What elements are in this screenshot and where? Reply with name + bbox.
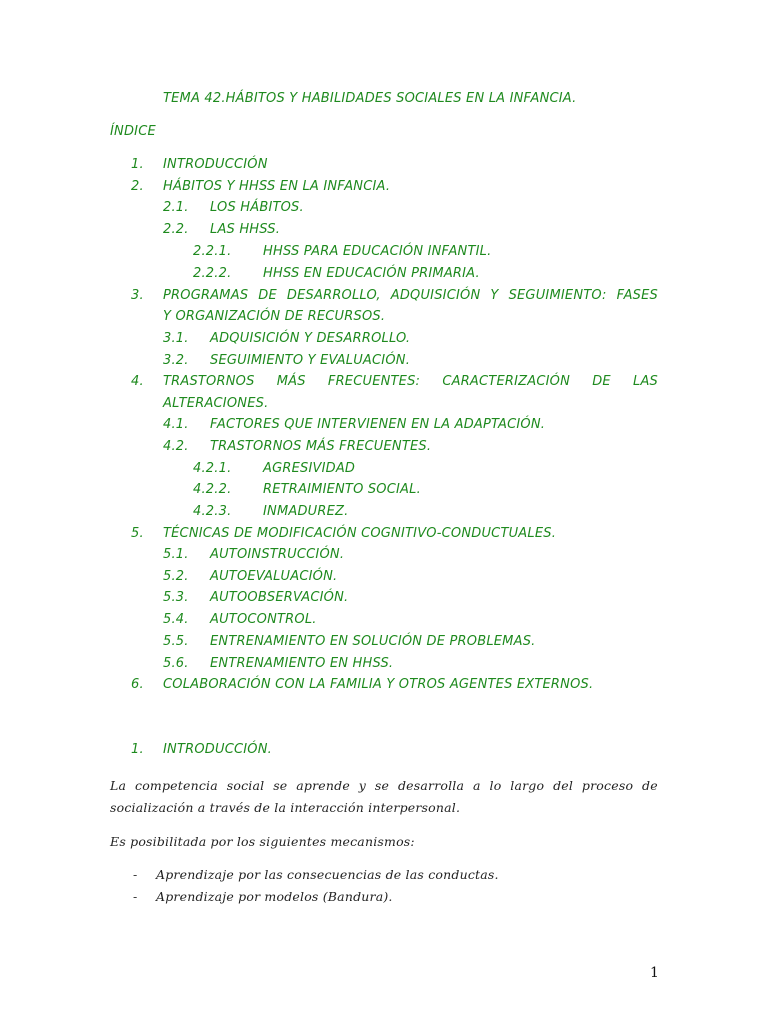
- list-item-text: Aprendizaje por modelos (Bandura).: [156, 889, 393, 904]
- paragraph-word: del: [553, 778, 574, 793]
- toc-word: FASES: [616, 288, 658, 303]
- bullet-marker: -: [133, 889, 138, 904]
- toc-text: LAS HHSS.: [210, 222, 281, 237]
- toc-text: AUTOEVALUACIÓN.: [210, 569, 338, 584]
- toc-text: LOS HÁBITOS.: [210, 200, 304, 215]
- paragraph-word: lo: [489, 778, 502, 793]
- toc-text: ENTRENAMIENTO EN HHSS.: [210, 656, 394, 671]
- toc-number: 2.: [131, 179, 144, 194]
- toc-number: 4.2.2.: [193, 482, 232, 497]
- paragraph: Es posibilitada por los siguientes mecanismos:: [110, 834, 415, 849]
- toc-number: 5.6.: [163, 656, 189, 671]
- section-number: 1.: [131, 742, 144, 757]
- index-heading: ÍNDICE: [110, 124, 156, 139]
- toc-text: COLABORACIÓN CON LA FAMILIA Y OTROS AGENTES EXTERNOS.: [163, 677, 594, 692]
- page-number: 1: [650, 965, 659, 981]
- paragraph-word: proceso: [581, 778, 634, 793]
- toc-number: 3.1.: [163, 331, 189, 346]
- toc-word: LAS: [633, 374, 658, 389]
- toc-word: SEGUIMIENTO:: [508, 288, 607, 303]
- paragraph-word: social: [226, 778, 265, 793]
- toc-number: 2.1.: [163, 200, 189, 215]
- toc-number: 4.2.3.: [193, 504, 232, 519]
- paragraph-line-justified: [110, 778, 658, 793]
- paragraph-word: aprende: [296, 778, 350, 793]
- toc-number: 4.1.: [163, 417, 189, 432]
- toc-text: TRASTORNOS MÁS FRECUENTES.: [210, 439, 432, 454]
- paragraph-word: de: [642, 778, 658, 793]
- toc-number: 2.2.: [163, 222, 189, 237]
- toc-number: 4.2.: [163, 439, 189, 454]
- toc-text: AUTOCONTROL.: [210, 612, 317, 627]
- toc-word: ADQUISICIÓN: [390, 288, 481, 303]
- toc-text: HHSS PARA EDUCACIÓN INFANTIL.: [263, 244, 492, 259]
- paragraph-line: socialización a través de la interacción interpersonal.: [110, 800, 461, 815]
- toc-number: 5.1.: [163, 547, 189, 562]
- toc-number: 4.2.1.: [193, 461, 232, 476]
- toc-text: AUTOOBSERVACIÓN.: [210, 590, 349, 605]
- toc-text: HHSS EN EDUCACIÓN PRIMARIA.: [263, 266, 480, 281]
- toc-text: HÁBITOS Y HHSS EN LA INFANCIA.: [163, 179, 391, 194]
- section-title: INTRODUCCIÓN.: [163, 742, 272, 757]
- toc-word: Y: [490, 288, 499, 303]
- toc-text: RETRAIMIENTO SOCIAL.: [263, 482, 421, 497]
- toc-text-justified: [163, 288, 658, 303]
- toc-word: TRASTORNOS: [163, 374, 255, 389]
- toc-text: AUTOINSTRUCCIÓN.: [210, 547, 345, 562]
- toc-number: 6.: [131, 677, 144, 692]
- paragraph-word: La: [110, 778, 127, 793]
- document-title: TEMA 42.HÁBITOS Y HABILIDADES SOCIALES EN LA INFANCIA.: [163, 91, 577, 106]
- toc-number: 5.: [131, 526, 144, 541]
- paragraph-word: desarrolla: [397, 778, 465, 793]
- toc-number: 4.: [131, 374, 144, 389]
- paragraph-word: y: [358, 778, 367, 793]
- toc-word: DESARROLLO,: [286, 288, 381, 303]
- toc-word: CARACTERIZACIÓN: [442, 374, 570, 389]
- list-item-text: Aprendizaje por las consecuencias de las conductas.: [156, 867, 499, 882]
- toc-word: FRECUENTES:: [327, 374, 421, 389]
- toc-word: DE: [258, 288, 277, 303]
- toc-text: SEGUIMIENTO Y EVALUACIÓN.: [210, 353, 411, 368]
- toc-text: TÉCNICAS DE MODIFICACIÓN COGNITIVO-CONDUCTUALES.: [163, 526, 557, 541]
- bullet-marker: -: [133, 867, 138, 882]
- toc-word: MÁS: [276, 374, 306, 389]
- paragraph-word: a: [473, 778, 481, 793]
- toc-number: 2.2.2.: [193, 266, 232, 281]
- toc-text: ENTRENAMIENTO EN SOLUCIÓN DE PROBLEMAS.: [210, 634, 536, 649]
- toc-number: 5.4.: [163, 612, 189, 627]
- toc-number: 5.3.: [163, 590, 189, 605]
- toc-text: INTRODUCCIÓN: [163, 157, 268, 172]
- toc-text-justified: [163, 374, 658, 389]
- toc-word: PROGRAMAS: [163, 288, 249, 303]
- toc-text: AGRESIVIDAD: [263, 461, 356, 476]
- paragraph-word: competencia: [135, 778, 218, 793]
- toc-text: FACTORES QUE INTERVIENEN EN LA ADAPTACIÓN.: [210, 417, 546, 432]
- toc-number: 5.2.: [163, 569, 189, 584]
- toc-text: ALTERACIONES.: [163, 396, 269, 411]
- paragraph-word: se: [273, 778, 288, 793]
- toc-text: INMADUREZ.: [263, 504, 349, 519]
- toc-text: Y ORGANIZACIÓN DE RECURSOS.: [163, 309, 386, 324]
- toc-number: 5.5.: [163, 634, 189, 649]
- toc-text: ADQUISICIÓN Y DESARROLLO.: [210, 331, 411, 346]
- toc-number: 3.2.: [163, 353, 189, 368]
- paragraph-word: se: [374, 778, 390, 793]
- toc-number: 3.: [131, 288, 144, 303]
- toc-number: 1.: [131, 157, 144, 172]
- paragraph-word: largo: [510, 778, 545, 793]
- toc-number: 2.2.1.: [193, 244, 232, 259]
- toc-word: DE: [592, 374, 611, 389]
